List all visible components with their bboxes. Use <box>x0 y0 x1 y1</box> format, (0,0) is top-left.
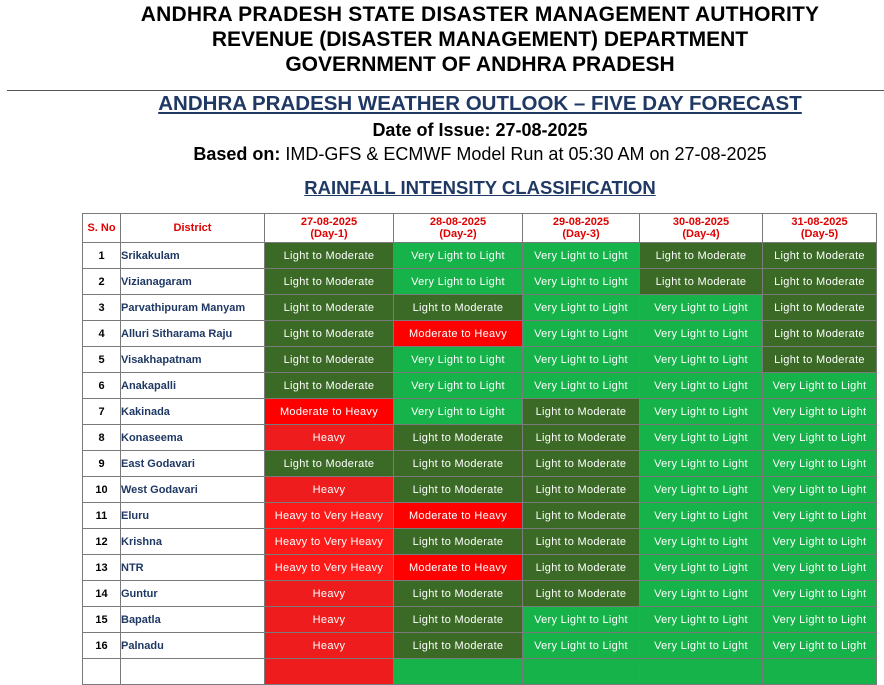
section-title: RAINFALL INTENSITY CLASSIFICATION <box>304 177 656 198</box>
table-row <box>83 425 877 451</box>
day-label: (Day-5) <box>800 228 839 240</box>
forecast-cell-day2: Light to Moderate <box>394 295 523 321</box>
forecast-cell-day1: Heavy <box>265 581 394 607</box>
forecast-cell-day1: Light to Moderate <box>265 347 394 373</box>
org-name-line2: REVENUE (DISASTER MANAGEMENT) DEPARTMENT <box>211 28 749 51</box>
row-district: Bapatla <box>121 607 265 633</box>
row-district: Guntur <box>121 581 265 607</box>
forecast-cell-day2: Light to Moderate <box>394 607 523 633</box>
row-district: Parvathipuram Manyam <box>121 295 265 321</box>
table-row <box>83 269 877 295</box>
forecast-cell-day5: Very Light to Light <box>763 425 877 451</box>
forecast-cell-day3: Light to Moderate <box>523 529 640 555</box>
day-label: (Day-4) <box>682 228 720 240</box>
forecast-cell-day5: Light to Moderate <box>763 347 877 373</box>
row-sno: 10 <box>83 477 121 503</box>
col-header-district: District <box>121 214 265 243</box>
partial-cell <box>121 659 265 685</box>
partial-cell <box>523 659 640 685</box>
header-divider <box>7 90 884 91</box>
forecast-cell-day3: Light to Moderate <box>523 555 640 581</box>
row-district: Visakhapatnam <box>121 347 265 373</box>
table-row <box>83 321 877 347</box>
day-label: (Day-3) <box>562 228 600 240</box>
forecast-cell-day4: Very Light to Light <box>640 581 763 607</box>
forecast-cell-day1: Moderate to Heavy <box>265 399 394 425</box>
col-header-day1 <box>265 214 394 243</box>
forecast-cell-day4: Very Light to Light <box>640 503 763 529</box>
forecast-cell-day2: Moderate to Heavy <box>394 555 523 581</box>
forecast-cell-day4: Very Light to Light <box>640 399 763 425</box>
forecast-cell-day1: Heavy <box>265 477 394 503</box>
forecast-cell-day1: Heavy to Very Heavy <box>265 555 394 581</box>
table-row <box>83 347 877 373</box>
forecast-cell-day2: Light to Moderate <box>394 633 523 659</box>
table-row <box>83 399 877 425</box>
row-sno: 16 <box>83 633 121 659</box>
forecast-cell-day4: Very Light to Light <box>640 555 763 581</box>
forecast-cell-day2: Moderate to Heavy <box>394 321 523 347</box>
day-label: (Day-2) <box>439 228 477 240</box>
table-header-row <box>83 214 877 243</box>
row-sno: 8 <box>83 425 121 451</box>
row-district: Kakinada <box>121 399 265 425</box>
forecast-cell-day5: Very Light to Light <box>763 503 877 529</box>
forecast-cell-day2: Very Light to Light <box>394 373 523 399</box>
forecast-cell-day2: Moderate to Heavy <box>394 503 523 529</box>
table-row <box>83 295 877 321</box>
partial-cell <box>265 659 394 685</box>
forecast-cell-day5: Very Light to Light <box>763 607 877 633</box>
forecast-cell-day2: Very Light to Light <box>394 269 523 295</box>
forecast-cell-day3: Very Light to Light <box>523 633 640 659</box>
forecast-cell-day1: Light to Moderate <box>265 243 394 269</box>
forecast-table-body <box>83 243 877 685</box>
org-name-line1: ANDHRA PRADESH STATE DISASTER MANAGEMENT AUTHORITY <box>140 3 820 26</box>
forecast-cell-day2: Light to Moderate <box>394 451 523 477</box>
date-of-issue: Date of Issue: 27-08-2025 <box>372 120 588 140</box>
row-sno: 2 <box>83 269 121 295</box>
forecast-cell-day5: Light to Moderate <box>763 243 877 269</box>
day-date: 28-08-2025 <box>429 216 487 228</box>
table-row <box>83 581 877 607</box>
row-sno: 4 <box>83 321 121 347</box>
row-district: Vizianagaram <box>121 269 265 295</box>
forecast-cell-day3: Light to Moderate <box>523 581 640 607</box>
row-sno: 1 <box>83 243 121 269</box>
row-district: Palnadu <box>121 633 265 659</box>
forecast-cell-day5: Very Light to Light <box>763 555 877 581</box>
forecast-cell-day3: Light to Moderate <box>523 503 640 529</box>
forecast-cell-day2: Very Light to Light <box>394 347 523 373</box>
forecast-cell-day5: Light to Moderate <box>763 269 877 295</box>
forecast-cell-day3: Very Light to Light <box>523 321 640 347</box>
partial-cell <box>763 659 877 685</box>
forecast-cell-day4: Very Light to Light <box>640 451 763 477</box>
row-district: East Godavari <box>121 451 265 477</box>
forecast-cell-day4: Very Light to Light <box>640 295 763 321</box>
forecast-cell-day3: Light to Moderate <box>523 425 640 451</box>
forecast-cell-day4: Very Light to Light <box>640 373 763 399</box>
row-sno: 14 <box>83 581 121 607</box>
forecast-cell-day3: Very Light to Light <box>523 269 640 295</box>
forecast-cell-day4: Very Light to Light <box>640 633 763 659</box>
partial-cell <box>394 659 523 685</box>
forecast-cell-day2: Very Light to Light <box>394 399 523 425</box>
forecast-cell-day4: Very Light to Light <box>640 425 763 451</box>
table-row <box>83 529 877 555</box>
row-sno: 3 <box>83 295 121 321</box>
forecast-cell-day5: Light to Moderate <box>763 321 877 347</box>
row-district: Srikakulam <box>121 243 265 269</box>
col-header-day2 <box>394 214 523 243</box>
row-district: West Godavari <box>121 477 265 503</box>
forecast-cell-day4: Very Light to Light <box>640 607 763 633</box>
forecast-cell-day3: Light to Moderate <box>523 399 640 425</box>
forecast-cell-day2: Very Light to Light <box>394 243 523 269</box>
row-sno: 12 <box>83 529 121 555</box>
based-on-value: IMD-GFS & ECMWF Model Run at 05:30 AM on 27-08-2025 <box>285 144 767 164</box>
based-on-label: Based on: <box>193 144 281 164</box>
report-title: ANDHRA PRADESH WEATHER OUTLOOK – FIVE DAY FORECAST <box>158 92 802 115</box>
forecast-cell-day1: Light to Moderate <box>265 373 394 399</box>
col-header-sno: S. No <box>83 214 121 243</box>
forecast-cell-day4: Light to Moderate <box>640 243 763 269</box>
forecast-cell-day3: Very Light to Light <box>523 347 640 373</box>
partial-cell <box>83 659 121 685</box>
forecast-cell-day1: Heavy to Very Heavy <box>265 529 394 555</box>
row-sno: 11 <box>83 503 121 529</box>
table-row <box>83 477 877 503</box>
row-district: Eluru <box>121 503 265 529</box>
forecast-cell-day4: Very Light to Light <box>640 347 763 373</box>
col-header-day5 <box>763 214 877 243</box>
forecast-cell-day4: Light to Moderate <box>640 269 763 295</box>
row-sno: 13 <box>83 555 121 581</box>
forecast-cell-day2: Light to Moderate <box>394 425 523 451</box>
row-district: Krishna <box>121 529 265 555</box>
forecast-cell-day1: Heavy <box>265 425 394 451</box>
forecast-cell-day2: Light to Moderate <box>394 529 523 555</box>
forecast-cell-day4: Very Light to Light <box>640 477 763 503</box>
forecast-cell-day2: Light to Moderate <box>394 477 523 503</box>
day-date: 29-08-2025 <box>552 216 610 228</box>
forecast-cell-day3: Very Light to Light <box>523 243 640 269</box>
row-sno: 7 <box>83 399 121 425</box>
partial-cell <box>640 659 763 685</box>
forecast-cell-day5: Light to Moderate <box>763 295 877 321</box>
row-district: Alluri Sitharama Raju <box>121 321 265 347</box>
forecast-cell-day3: Light to Moderate <box>523 451 640 477</box>
row-district: Anakapalli <box>121 373 265 399</box>
forecast-cell-day3: Very Light to Light <box>523 295 640 321</box>
row-sno: 6 <box>83 373 121 399</box>
forecast-cell-day1: Heavy <box>265 607 394 633</box>
forecast-cell-day1: Light to Moderate <box>265 269 394 295</box>
table-row <box>83 555 877 581</box>
forecast-cell-day1: Light to Moderate <box>265 321 394 347</box>
based-on-line <box>0 143 884 165</box>
forecast-cell-day4: Very Light to Light <box>640 321 763 347</box>
forecast-cell-day1: Heavy <box>265 633 394 659</box>
row-sno: 5 <box>83 347 121 373</box>
row-district: NTR <box>121 555 265 581</box>
forecast-cell-day3: Light to Moderate <box>523 477 640 503</box>
table-row-partial <box>83 659 877 685</box>
forecast-cell-day5: Very Light to Light <box>763 477 877 503</box>
forecast-cell-day1: Light to Moderate <box>265 295 394 321</box>
row-sno: 15 <box>83 607 121 633</box>
table-row <box>83 503 877 529</box>
table-row <box>83 451 877 477</box>
forecast-cell-day4: Very Light to Light <box>640 529 763 555</box>
table-row <box>83 243 877 269</box>
row-district: Konaseema <box>121 425 265 451</box>
forecast-cell-day5: Very Light to Light <box>763 451 877 477</box>
forecast-cell-day3: Very Light to Light <box>523 373 640 399</box>
row-sno: 9 <box>83 451 121 477</box>
day-date: 27-08-2025 <box>300 216 358 228</box>
col-header-day4 <box>640 214 763 243</box>
forecast-cell-day5: Very Light to Light <box>763 529 877 555</box>
forecast-cell-day2: Light to Moderate <box>394 581 523 607</box>
forecast-cell-day1: Heavy to Very Heavy <box>265 503 394 529</box>
day-date: 31-08-2025 <box>791 216 848 228</box>
forecast-cell-day5: Very Light to Light <box>763 581 877 607</box>
table-row <box>83 373 877 399</box>
forecast-cell-day3: Very Light to Light <box>523 607 640 633</box>
forecast-cell-day5: Very Light to Light <box>763 373 877 399</box>
forecast-cell-day1: Light to Moderate <box>265 451 394 477</box>
table-row <box>83 607 877 633</box>
forecast-cell-day5: Very Light to Light <box>763 633 877 659</box>
forecast-cell-day5: Very Light to Light <box>763 399 877 425</box>
day-label: (Day-1) <box>310 228 348 240</box>
table-row <box>83 633 877 659</box>
col-header-day3 <box>523 214 640 243</box>
forecast-table <box>82 213 877 685</box>
day-date: 30-08-2025 <box>672 216 730 228</box>
org-name-line3: GOVERNMENT OF ANDHRA PRADESH <box>285 53 675 76</box>
